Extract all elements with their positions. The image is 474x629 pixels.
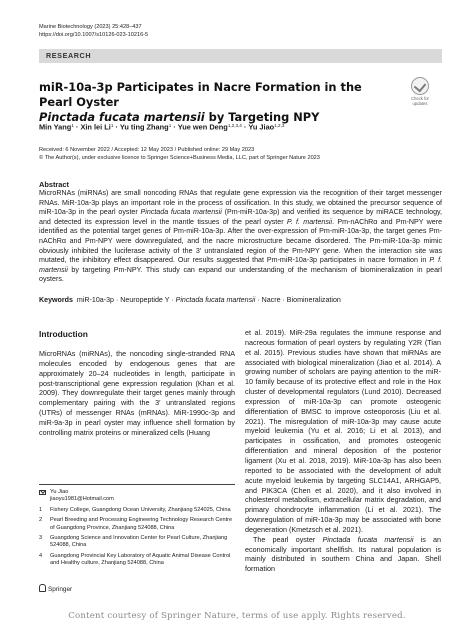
publisher-name: Springer [48,586,73,593]
affiliation-item [39,553,235,568]
contact-name: Yu Jiao [50,489,69,495]
author-affiliation-marker: 1,2,3,4 [227,123,242,128]
corresponding-author [39,489,235,504]
intro-paragraph-continued: et al. 2019). MiR-29a regulates the immune response and nacreous formation of pearl oysters by regulating Y2R (Tian et al. 2015). Previous studies have shown that miRNAs are associated with biological mineralization (Jiao et al. 2014). A growing number of scholars are paying attention to the miR-10 family because of its protective effect and role in the Hox cluster of developmental regulators (Lund 2010). Decreased expression of miR-10a-3p can promote osteogenic differentiation of BMSC to improve osteoporosis (Liu et al. 2021). The misregulation of miR-10a-3p may cause acute myeloid leukemia (Yu et al. 2016; Li et al. 2013), and participates in ossification, and promotes osteogenic differentiation and mineral deposition of the posterior ligament (Xu et al. 2018, 2019). MiR-10a-3p has also been reported to be associated with the development of adult acute myeloid leukemia by targeting SLC14A1, ARHGAP5, and PIK3CA (Chen et al. 2020), and it also involved in cholesterol metabolism, extracellular matrix degradation, and primary chondrocyte inflammation (Li et al. 2021). The downregulation of miR-10a-3p may be associated with bone degeneration (Kmetzsch et al. 2021). [245,328,441,534]
publisher-logo [39,584,72,593]
affiliation-text: Pearl Breeding and Processing Engineering Technology Research Centre of Guangdong Province, Zhanjiang 524088, China [50,517,233,531]
author-affiliation-marker: 1 [110,123,114,128]
author-affiliation-marker: 1 [168,123,172,128]
affiliation-footnotes [39,484,235,571]
keywords-label: Keywords [39,296,73,304]
author-affiliation-marker: 1,2,3 [274,123,285,128]
keywords [39,296,442,305]
affiliation-number: 2 [39,517,43,524]
copyright-line: © The Author(s), under exclusive licence to Springer Science+Business Media, LLC, part of Springer Nature 2023 [39,155,320,161]
keywords-list-end: · Nacre · Biomineralization [255,296,341,304]
intro-paragraph-2 [245,535,441,574]
dates-line: Received: 6 November 2022 / Accepted: 12 May 2023 / Published online: 29 May 2023 [39,147,255,153]
abstract-heading: Abstract [39,180,69,189]
abstract-text [39,189,442,285]
para-species: Pinctada fucata martensii [322,534,414,544]
author-name[interactable]: Min Yang [39,122,72,132]
para-part: The pearl oyster [253,534,323,544]
affiliation-item [39,535,235,550]
check-updates-text [405,96,435,106]
courtesy-watermark: Content courtesy of Springer Nature, terms of use apply. Rights reserved. [68,611,406,621]
springer-horse-icon [39,584,46,592]
author-name[interactable]: Yu ting Zhang [119,122,169,132]
affiliation-number: 4 [39,552,43,559]
article-title [39,80,399,125]
abstract-species: P. f. martensii [286,217,333,226]
author-separator: · [73,122,81,132]
check-updates-line2: updates [412,101,428,106]
abstract-part: . Pm-nAChRα and Pm-NPY were identified as the potential target genes of Pm-miR-10a-3p. After the over-expression of Pm-miR-10a-3p, the target genes Pm-nAChRα and Pm-NPY were downregulated, and the nacre microstructure became disordered. The Pm-miR-10a-3p mimic obviously inhibited the luciferase activity of the 3′ untranslated region of the Pm-NPY gene. When the interaction site was mutated, the inhibitory effect disappeared. Our results suggested that Pm-miR-10a-3p participates in nacre formation in [39,217,443,265]
introduction-heading: Introduction [39,329,88,339]
author-affiliation-marker: 1 [71,123,74,128]
author-list [39,121,439,133]
author-name[interactable]: Xin lei Li [80,122,111,132]
abstract-part: MicroRNAs (miRNAs) are small noncoding RNAs that regulate gene expression via the recognition of their target messenger RNAs. MiR-10a-3p plays an important role in the process of ossification. In this study, we obtained the precursor sequence of miR-10a-3p in the pearl oyster [39,189,442,217]
affiliation-text: Guangdong Provincial Key Laboratory of Aquatic Animal Disease Control and Healthy culture, Zhanjiang 524088, China [50,552,231,567]
left-column [39,328,235,438]
author-name[interactable]: Yue wen Deng [177,122,228,132]
affiliation-number: 1 [39,506,43,513]
email-icon [39,490,46,495]
affiliation-list [39,507,235,568]
abstract-part: (Pm-miR-10a-3p) and verified its sequence by miRACE technology, and detected its expression level in the mantle tissues of the pearl oyster [39,208,443,226]
affiliation-number: 3 [39,535,43,542]
doi-link[interactable]: https://doi.org/10.1007/s10126-023-10216-5 [39,32,149,38]
affiliation-item [39,507,235,514]
abstract-species: P. f. martensii [39,256,443,274]
affiliation-text: Fishery College, Guangdong Ocean University, Zhanjiang 524025, China [50,506,231,513]
title-line2-rest: by Targeting NPY [204,110,320,124]
abstract-part: by targeting Pm-NPY. This study can expand our understanding of the mechanism of biomineralization in pearl oysters. [39,265,442,284]
check-for-updates-button[interactable] [405,77,435,106]
check-updates-icon [411,77,429,95]
keyword-species: Pinctada fucata martensii [175,296,256,304]
author-separator: · [113,122,120,132]
author-separator: · [171,122,178,132]
keywords-list: miR-10a-3p · Neuropeptide Y · [76,296,176,304]
journal-citation: Marine Biotechnology (2023) 25:428–437 [39,24,142,30]
abstract-species: Pinctada fucata martensii [140,208,222,217]
para-part: is an economically important shellfish. Its natural population is mainly distributed in southern China and Japan. Shell formation [245,534,441,574]
author-separator: · [241,122,249,132]
affiliation-text: Guangdong Science and Innovation Center for Pearl Culture, Zhanjiang 524088, China [50,535,228,549]
contact-email[interactable]: jiaoyu1981@Hotmail.com [50,496,114,503]
section-label: RESEARCH [46,51,92,60]
publication-dates [39,146,320,162]
intro-paragraph: MicroRNAs (miRNAs), the noncoding single-stranded RNA molecules encoded by endogenous genes that are approximately 20–24 nucleotides in length, participate in post-transcriptional gene expression regulation (Khan et al. 2009). They downregulate their target genes mainly through complementary pairing with the 3′ untranslated regions (UTRs) of messenger RNAs (mRNAs). MiR-1990c-3p and miR-9a-3p in pearl oyster may influence shell formation by controlling matrix proteins or mineralized cells (Huang [39,349,235,437]
title-species: Pinctada fucata martensii [39,110,205,124]
check-updates-line1: Check for [411,96,429,101]
affiliation-item [39,517,235,532]
journal-info [39,23,148,39]
section-banner [39,49,442,63]
right-column [245,328,441,574]
title-line1: miR-10a-3p Participates in Nacre Formation in the Pearl Oyster [39,80,362,109]
author-name[interactable]: Yu Jiao [248,122,275,132]
